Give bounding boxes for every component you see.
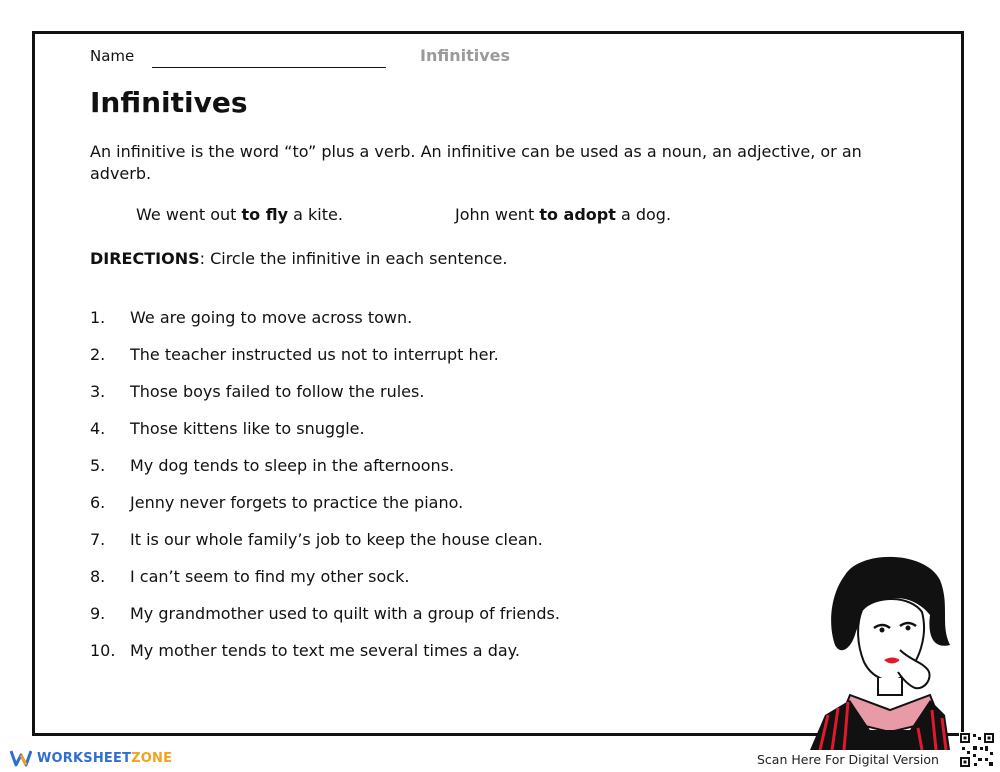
item-sentence: My dog tends to sleep in the afternoons. (130, 456, 455, 475)
item-sentence: Jenny never forgets to practice the piano. (130, 493, 464, 512)
worksheetzone-logo[interactable] (10, 748, 172, 768)
item-number: 7. (90, 530, 106, 549)
item-number: 3. (90, 382, 106, 401)
item-number: 4. (90, 419, 106, 438)
item-number: 9. (90, 604, 106, 623)
item-sentence: We are going to move across town. (130, 308, 413, 327)
example-sentence-1 (136, 205, 343, 224)
example-infinitive: to fly (241, 205, 289, 224)
item-sentence: Those kittens like to snuggle. (130, 419, 365, 438)
qr-code-icon[interactable] (959, 732, 995, 768)
item-number: 2. (90, 345, 106, 364)
item-sentence: My mother tends to text me several times a day. (130, 641, 520, 660)
example-infinitive: to adopt (539, 205, 616, 224)
worksheetzone-logo-icon (10, 749, 32, 767)
example-text-after: a dog. (615, 205, 672, 224)
item-number: 5. (90, 456, 106, 475)
directions-label: DIRECTIONS (90, 249, 200, 268)
item-sentence: The teacher instructed us not to interrupt her. (130, 345, 499, 364)
item-sentence: I can’t seem to find my other sock. (130, 567, 410, 586)
logo-text-worksheet: WORKSHEET (37, 750, 132, 766)
item-sentence: My grandmother used to quilt with a group of friends. (130, 604, 560, 623)
header-row (90, 46, 550, 70)
name-blank-line (152, 67, 386, 68)
directions (90, 249, 507, 268)
name-label: Name (90, 47, 135, 65)
intro-paragraph: An infinitive is the word “to” plus a verb. An infinitive can be used as a noun, an adjective, or an adverb. (90, 142, 862, 183)
item-number: 6. (90, 493, 106, 512)
example-text-before: We went out (136, 205, 242, 224)
item-number: 10. (90, 641, 116, 660)
item-number: 1. (90, 308, 106, 327)
example-sentence-2 (455, 205, 671, 224)
logo-text-zone: ZONE (131, 750, 173, 766)
item-sentence: Those boys failed to follow the rules. (130, 382, 425, 401)
scan-caption: Scan Here For Digital Version (757, 752, 939, 767)
woman-thinking-illustration (800, 550, 950, 750)
example-text-after: a kite. (288, 205, 343, 224)
item-number: 8. (90, 567, 106, 586)
header-topic: Infinitives (420, 46, 511, 65)
example-text-before: John went (455, 205, 540, 224)
page-title: Infinitives (90, 86, 248, 119)
directions-text: : Circle the infinitive in each sentence. (199, 249, 508, 268)
item-sentence: It is our whole family’s job to keep the house clean. (130, 530, 543, 549)
logo-text (37, 751, 172, 766)
